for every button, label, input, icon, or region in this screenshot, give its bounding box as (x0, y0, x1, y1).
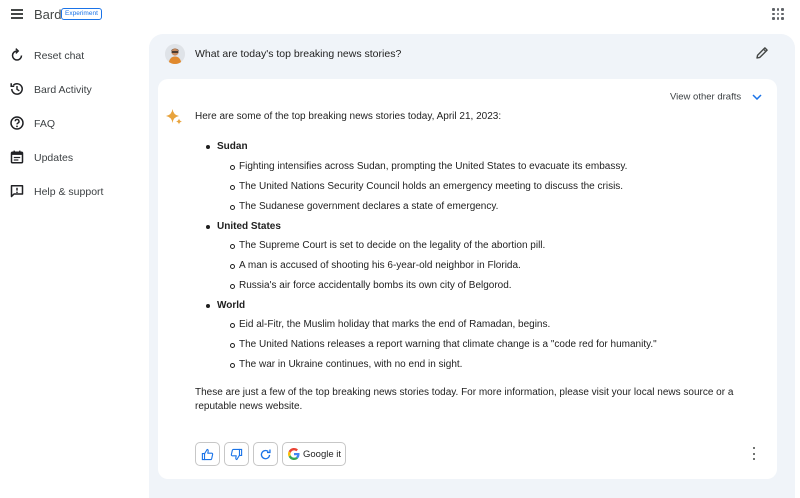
sidebar-item-label: Reset chat (34, 50, 85, 62)
feedback-icon (9, 183, 25, 199)
sidebar-item-reset-chat[interactable] (0, 40, 150, 74)
section-title-sudan: Sudan (217, 141, 248, 152)
section-title-world: World (217, 300, 246, 311)
apps-grid-icon[interactable] (772, 8, 784, 20)
sidebar-item-label: Help & support (34, 186, 104, 198)
sidebar-item-label: Updates (34, 152, 74, 164)
response-intro: Here are some of the top breaking news stories today, April 21, 2023: (195, 111, 502, 122)
sidebar (0, 40, 150, 210)
view-drafts-label: View other drafts (670, 91, 742, 103)
app-logo[interactable]: Bard (34, 7, 62, 22)
user-prompt (149, 34, 795, 74)
conversation-panel (149, 34, 795, 498)
list-item: Russia's air force accidentally bombs its own city of Belgorod. (239, 280, 512, 291)
sidebar-item-label: FAQ (34, 118, 56, 130)
list-item: Eid al-Fitr, the Muslim holiday that marks the end of Ramadan, begins. (239, 319, 551, 330)
list-item: The Sudanese government declares a state of emergency. (239, 201, 499, 212)
regenerate-button[interactable] (253, 442, 278, 466)
section-title-united-states: United States (217, 221, 281, 232)
experiment-badge: Experiment (61, 8, 102, 20)
top-bar (0, 0, 800, 30)
thumbs-down-button[interactable] (224, 442, 249, 466)
list-item: A man is accused of shooting his 6-year-old neighbor in Florida. (239, 260, 521, 271)
menu-icon[interactable] (10, 7, 26, 21)
thumbs-down-icon (230, 448, 243, 461)
sidebar-item-updates[interactable] (0, 142, 150, 176)
more-options-icon[interactable] (748, 446, 760, 462)
sidebar-item-help-support[interactable] (0, 176, 150, 210)
prompt-text: What are today's top breaking news stories? (195, 48, 402, 60)
chevron-down-icon (752, 94, 762, 100)
reset-icon (9, 47, 25, 63)
google-it-button[interactable] (282, 442, 346, 466)
thumbs-up-icon (201, 448, 214, 461)
response-outro: These are just a few of the top breaking news stories today. For more information, please visit your local news source or a reputable news website. (195, 387, 734, 412)
response-card (158, 79, 777, 479)
sidebar-item-bard-activity[interactable] (0, 74, 150, 108)
view-other-drafts-button[interactable] (670, 88, 762, 104)
google-g-icon (288, 448, 300, 460)
sidebar-item-faq[interactable] (0, 108, 150, 142)
refresh-icon (259, 448, 272, 461)
google-it-label: Google it (303, 449, 342, 460)
avatar (165, 44, 185, 64)
list-item: The war in Ukraine continues, with no end in sight. (239, 359, 463, 370)
list-item: The United Nations Security Council holds an emergency meeting to discuss the crisis. (239, 181, 624, 192)
list-item: The United Nations releases a report warning that climate change is a "code red for humanity." (239, 339, 657, 350)
edit-icon[interactable] (754, 45, 770, 61)
help-circle-icon (9, 115, 25, 131)
list-item: Fighting intensifies across Sudan, prompting the United States to evacuate its embassy. (239, 161, 628, 172)
history-icon (9, 81, 25, 97)
thumbs-up-button[interactable] (195, 442, 220, 466)
list-item: The Supreme Court is set to decide on the legality of the abortion pill. (239, 240, 546, 251)
sidebar-item-label: Bard Activity (34, 84, 92, 96)
bard-sparkle-icon (165, 108, 183, 126)
calendar-icon (9, 149, 25, 165)
